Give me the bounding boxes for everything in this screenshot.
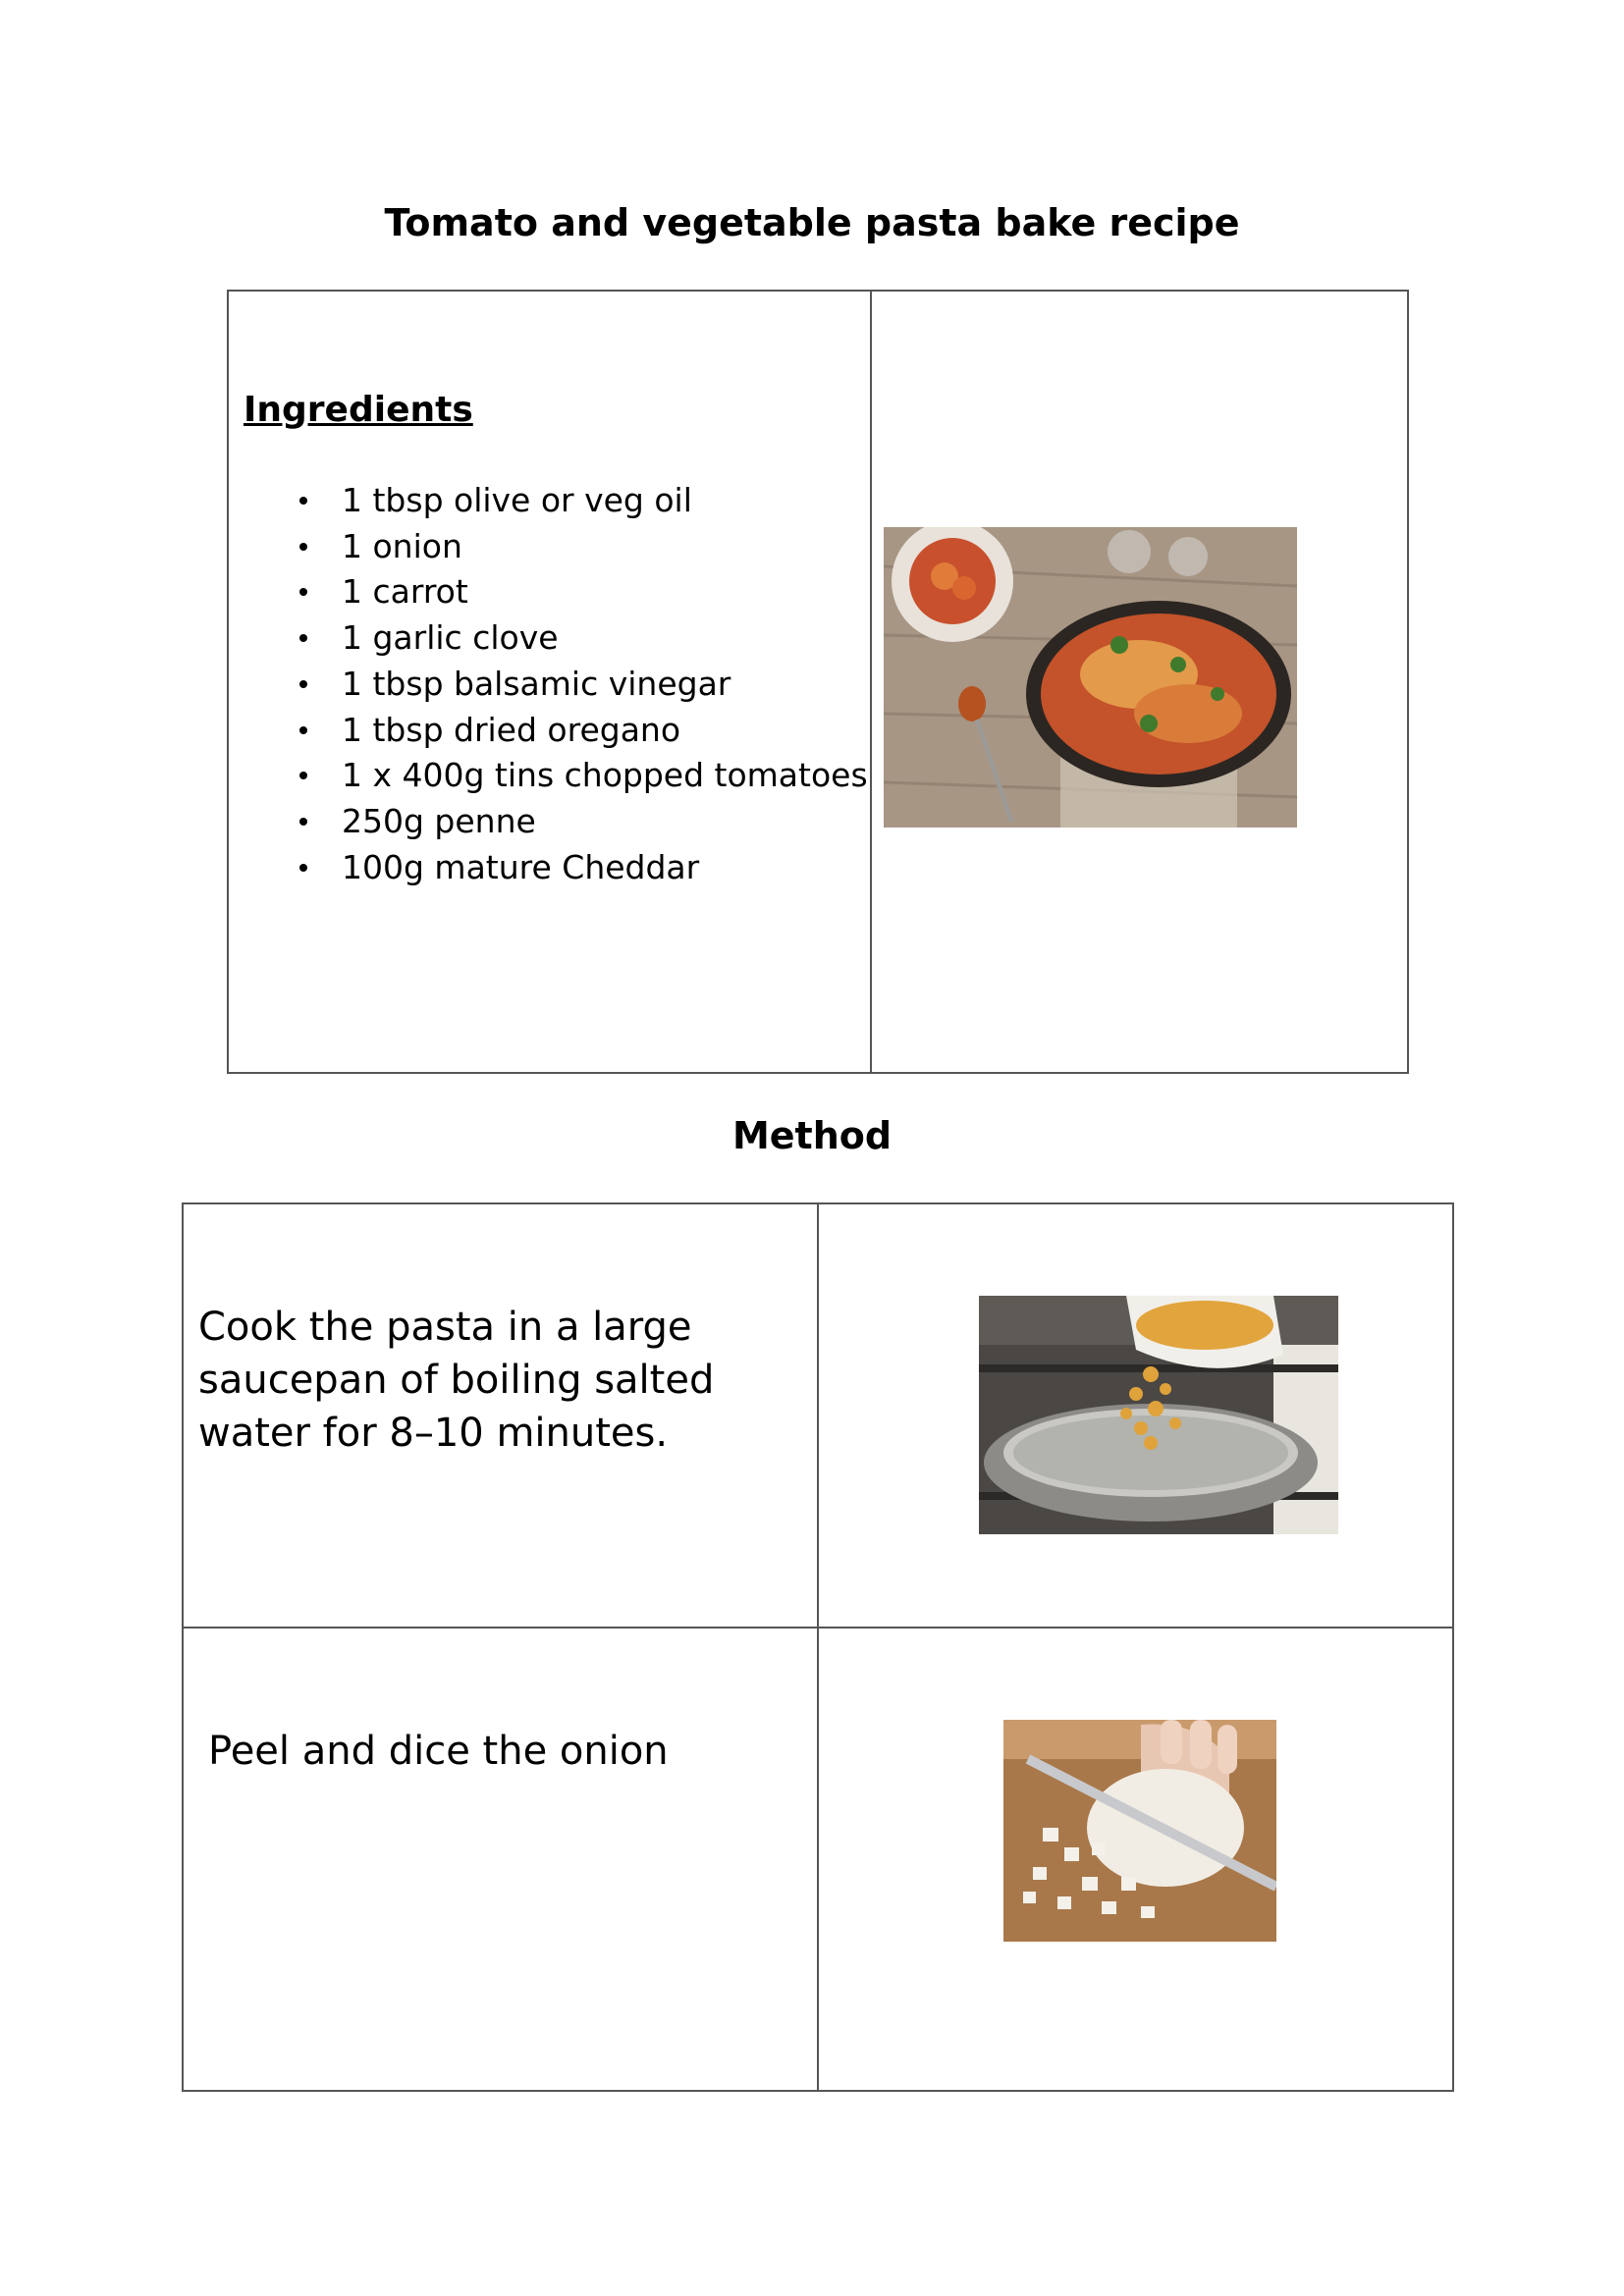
page-title: Tomato and vegetable pasta bake recipe [384, 201, 1240, 244]
ingredient-item: 1 tbsp balsamic vinegar [229, 662, 868, 708]
ingredients-list [229, 478, 868, 890]
pasta-into-pot-photo [979, 1296, 1338, 1534]
ingredient-item: 1 onion [229, 524, 868, 570]
method-photo-cell [818, 1628, 1453, 2091]
ingredients-photo-cell [871, 291, 1408, 1073]
ingredient-item: 1 carrot [229, 569, 868, 615]
method-step-text: Cook the pasta in a large saucepan of boiling salted water for 8–10 minutes. [198, 1305, 715, 1456]
method-heading: Method [731, 1114, 893, 1157]
ingredients-cell [228, 291, 871, 1073]
diced-onion-photo [1003, 1720, 1276, 1942]
ingredients-table [227, 290, 1409, 1074]
ingredient-item: 1 garlic clove [229, 615, 868, 662]
ingredient-item: 250g penne [229, 799, 868, 845]
method-step-cell [183, 1203, 818, 1628]
method-table [182, 1202, 1454, 2092]
method-step-text: Peel and dice the onion [208, 1729, 669, 1774]
ingredient-item: 1 tbsp dried oregano [229, 708, 868, 754]
method-step-cell [183, 1628, 818, 2091]
ingredient-item: 100g mature Cheddar [229, 845, 868, 891]
ingredients-heading: Ingredients [244, 390, 473, 430]
pasta-bake-photo [884, 527, 1297, 828]
ingredient-item: 1 tbsp olive or veg oil [229, 478, 868, 524]
method-photo-cell [818, 1203, 1453, 1628]
ingredient-item: 1 x 400g tins chopped tomatoes [229, 753, 868, 799]
